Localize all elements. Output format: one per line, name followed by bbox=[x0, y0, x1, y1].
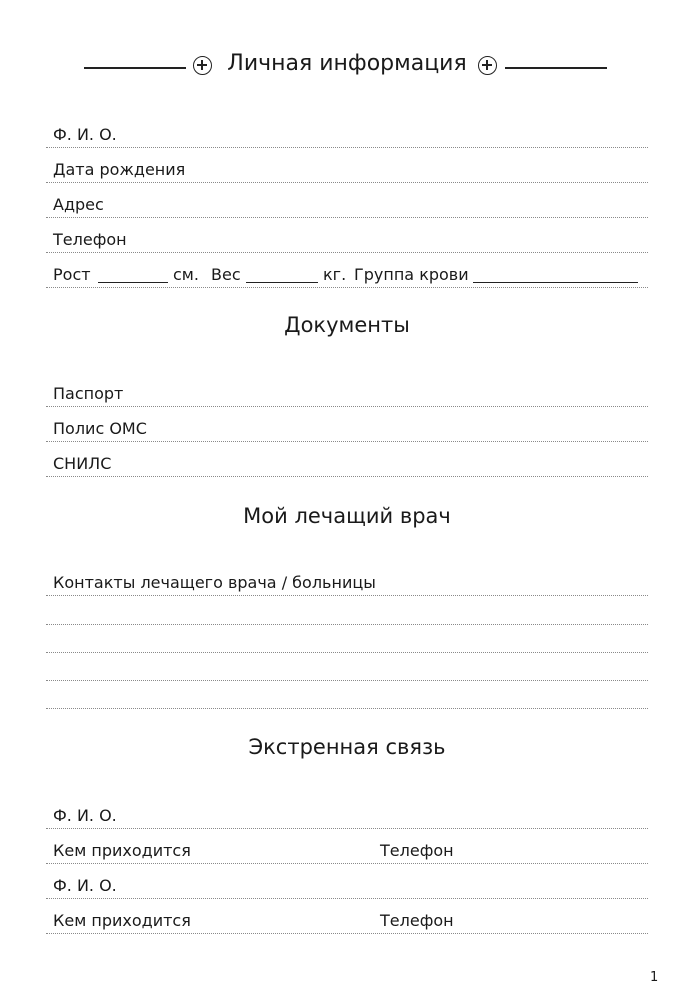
header-rule-right bbox=[505, 67, 607, 69]
field-emergency-fio-2[interactable] bbox=[46, 874, 648, 899]
phone-label: Телефон bbox=[380, 841, 454, 860]
field-label: Ф. И. О. bbox=[53, 125, 117, 144]
field-birth-date[interactable] bbox=[46, 158, 648, 183]
emergency-title: Экстренная связь bbox=[248, 735, 446, 759]
relation-label: Кем приходится bbox=[53, 841, 191, 860]
weight-label: Вес bbox=[211, 265, 241, 284]
field-label: Дата рождения bbox=[53, 160, 186, 179]
blood-group-label: Группа крови bbox=[354, 265, 469, 284]
field-oms[interactable] bbox=[46, 417, 648, 442]
relation-label: Кем приходится bbox=[53, 911, 191, 930]
documents-title: Документы bbox=[284, 313, 410, 337]
field-label: Телефон bbox=[53, 230, 127, 249]
kg-label: кг. bbox=[323, 265, 347, 284]
blank-line[interactable] bbox=[46, 656, 648, 681]
weight-blank[interactable] bbox=[246, 282, 318, 283]
circled-cross-icon bbox=[193, 56, 212, 75]
cm-label: см. bbox=[173, 265, 199, 284]
field-emergency-relation-2[interactable] bbox=[46, 909, 648, 934]
field-emergency-fio-1[interactable] bbox=[46, 804, 648, 829]
height-blank[interactable] bbox=[98, 282, 168, 283]
doctor-title: Мой лечащий врач bbox=[243, 504, 451, 528]
blank-line[interactable] bbox=[46, 628, 648, 653]
personal-info-title: Личная информация bbox=[227, 51, 467, 76]
field-label: СНИЛС bbox=[53, 454, 112, 473]
field-doctor-contacts[interactable] bbox=[46, 571, 648, 596]
field-fio[interactable] bbox=[46, 123, 648, 148]
field-label: Ф. И. О. bbox=[53, 806, 117, 825]
field-snils[interactable] bbox=[46, 452, 648, 477]
height-label: Рост bbox=[53, 265, 91, 284]
field-emergency-relation-1[interactable] bbox=[46, 839, 648, 864]
personal-info-header bbox=[0, 50, 694, 86]
blood-group-blank[interactable] bbox=[473, 282, 638, 283]
blank-line[interactable] bbox=[46, 684, 648, 709]
phone-label: Телефон bbox=[380, 911, 454, 930]
field-label: Контакты лечащего врача / больницы bbox=[53, 573, 376, 592]
circled-cross-icon bbox=[478, 56, 497, 75]
field-label: Паспорт bbox=[53, 384, 124, 403]
header-rule-left bbox=[84, 67, 186, 69]
field-passport[interactable] bbox=[46, 382, 648, 407]
field-label: Ф. И. О. bbox=[53, 876, 117, 895]
field-body-stats bbox=[46, 263, 648, 288]
field-label: Полис ОМС bbox=[53, 419, 147, 438]
field-address[interactable] bbox=[46, 193, 648, 218]
page-number: 1 bbox=[650, 970, 659, 985]
blank-line[interactable] bbox=[46, 600, 648, 625]
field-phone[interactable] bbox=[46, 228, 648, 253]
field-label: Адрес bbox=[53, 195, 104, 214]
